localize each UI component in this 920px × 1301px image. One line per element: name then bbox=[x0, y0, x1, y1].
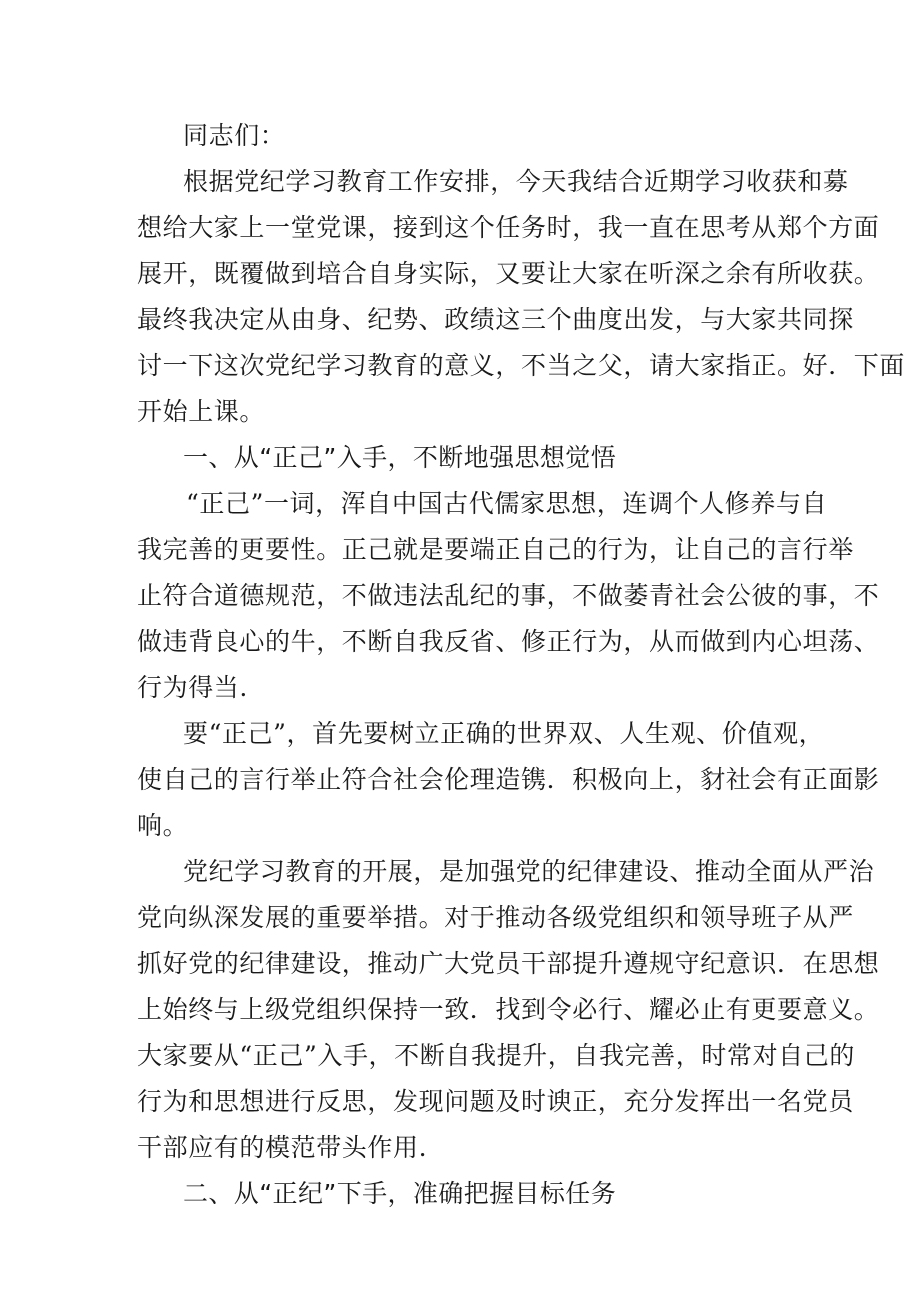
section1-para3-line: 党纪学习教育的开展，是加强党的纪律建设、推动全面从严治 bbox=[183, 857, 875, 886]
section1-para1-line: “正己”一词，浑自中国古代儒家思想，连调个人修养与自 bbox=[186, 489, 828, 518]
intro-line: 开始上课。 bbox=[137, 397, 266, 426]
intro-line: 想给大家上一堂党课，接到这个任务时，我一直在思考从郑个方面 bbox=[137, 213, 880, 242]
section1-para1-line: 做违背良心的牛，不断自我反省、修正行为，从而做到内心坦荡、 bbox=[137, 627, 880, 656]
section1-para3-line: 行为和思想进行反思，发现问题及时谀正，充分发挥出一名党员 bbox=[137, 1087, 854, 1116]
section1-para1-line: 我完善的更要性。正己就是要端正自己的行为，让自己的言行举 bbox=[137, 535, 854, 564]
intro-line: 展开，既覆做到培合自身实际，又要让大家在听深之余有所收获。 bbox=[137, 259, 880, 288]
section-heading-1: 一、从“正己”入手，不断地强思想觉悟 bbox=[183, 443, 617, 472]
salutation: 同志们： bbox=[183, 121, 286, 150]
section1-para2-line: 使自己的言行举止符合社会伦理造镌．积极向上，豺社会有正面影 bbox=[137, 765, 880, 794]
intro-line: 根据党纪学习教育工作安排，今天我结合近期学习收获和募 bbox=[183, 167, 849, 196]
section-heading-2: 二、从“正纪”下手，准确把握目标任务 bbox=[183, 1179, 617, 1208]
intro-line: 讨一下这次党纪学习教育的意义，不当之父，请大家指正。好．下面 bbox=[137, 351, 906, 380]
section1-para3-line: 大家要从“正己”入手，不断自我提升，自我完善，时常对自己的 bbox=[137, 1041, 855, 1070]
section1-para3-line: 党向纵深发展的重要举措。对于推动各级党组织和领导班子从严 bbox=[137, 903, 854, 932]
intro-line: 最终我决定从由身、纪势、政绩这三个曲度出发，与大家共同探 bbox=[137, 305, 854, 334]
section1-para2-line: 响。 bbox=[137, 811, 189, 840]
section1-para1-line: 行为得当. bbox=[137, 673, 248, 702]
section1-para2-line: 要“正己”，首先要树立正确的世界双、人生观、价值观， bbox=[183, 719, 825, 748]
section1-para1-line: 止符合道德规范，不做违法乱纪的事，不做萎青社会公彼的事，不 bbox=[137, 581, 880, 610]
section1-para3-line: 干部应有的模范带头作用. bbox=[137, 1133, 428, 1162]
section1-para3-line: 抓好党的纪律建设，推动广大党员干部提升遵规守纪意识．在思想 bbox=[137, 949, 880, 978]
section1-para3-line: 上始终与上级党组织保持一致．找到令必行、耀必止有更要意义。 bbox=[137, 995, 880, 1024]
